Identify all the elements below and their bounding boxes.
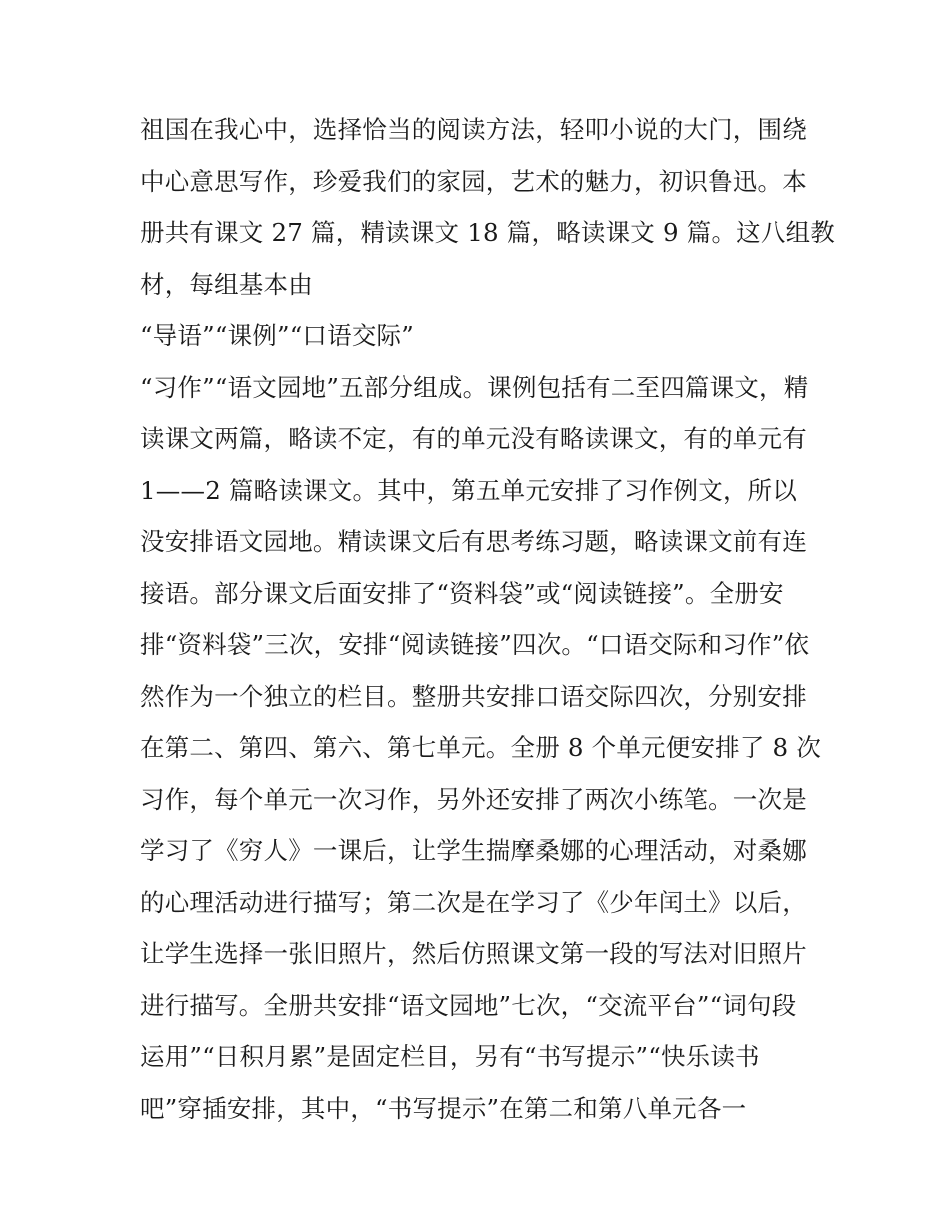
text-line: 的心理活动进行描写；第二次是在学习了《少年闰土》以后，: [140, 887, 807, 917]
text-line: “导语”“课例”“口语交际”: [140, 321, 414, 350]
body-text: [140, 108, 835, 1138]
text-line: 在第二、第四、第六、第七单元。全册 8 个单元便安排了 8 次: [140, 733, 822, 762]
text-line: 吧”穿插安排，其中，“书写提示”在第二和第八单元各一: [140, 1093, 747, 1123]
text-line: 让学生选择一张旧照片，然后仿照课文第一段的写法对旧照片: [140, 939, 807, 968]
text-line: 学习了《穷人》一课后，让学生揣摩桑娜的心理活动，对桑娜: [140, 836, 807, 865]
text-line: 读课文两篇，略读不定，有的单元没有略读课文，有的单元有: [140, 424, 807, 453]
text-line: 然作为一个独立的栏目。整册共安排口语交际四次，分别安排: [140, 681, 807, 711]
text-line: 排“资料袋”三次，安排“阅读链接”四次。“口语交际和习作”依: [140, 630, 810, 659]
text-line: 1——2 篇略读课文。其中，第五单元安排了习作例文，所以: [140, 475, 798, 505]
text-line: 中心意思写作，珍爱我们的家园，艺术的魅力，初识鲁迅。本: [140, 166, 807, 196]
text-line: 运用”“日积月累”是固定栏目，另有“书写提示”“快乐读书: [140, 1042, 760, 1071]
text-line: 习作，每个单元一次习作，另外还安排了两次小练笔。一次是: [140, 784, 807, 814]
text-line: 册共有课文 27 篇，精读课文 18 篇，略读课文 9 篇。这八组教: [140, 218, 835, 247]
text-line: 进行描写。全册共安排“语文园地”七次，“交流平台”“词句段: [140, 990, 797, 1020]
text-line: 材，每组基本由: [140, 269, 313, 299]
text-line: “习作”“语文园地”五部分组成。课例包括有二至四篇课文，精: [140, 372, 809, 402]
text-line: 祖国在我心中，选择恰当的阅读方法，轻叩小说的大门，围绕: [140, 115, 807, 144]
text-line: 接语。部分课文后面安排了“资料袋”或“阅读链接”。全册安: [140, 578, 784, 608]
text-line: 没安排语文园地。精读课文后有思考练习题，略读课文前有连: [140, 527, 807, 556]
